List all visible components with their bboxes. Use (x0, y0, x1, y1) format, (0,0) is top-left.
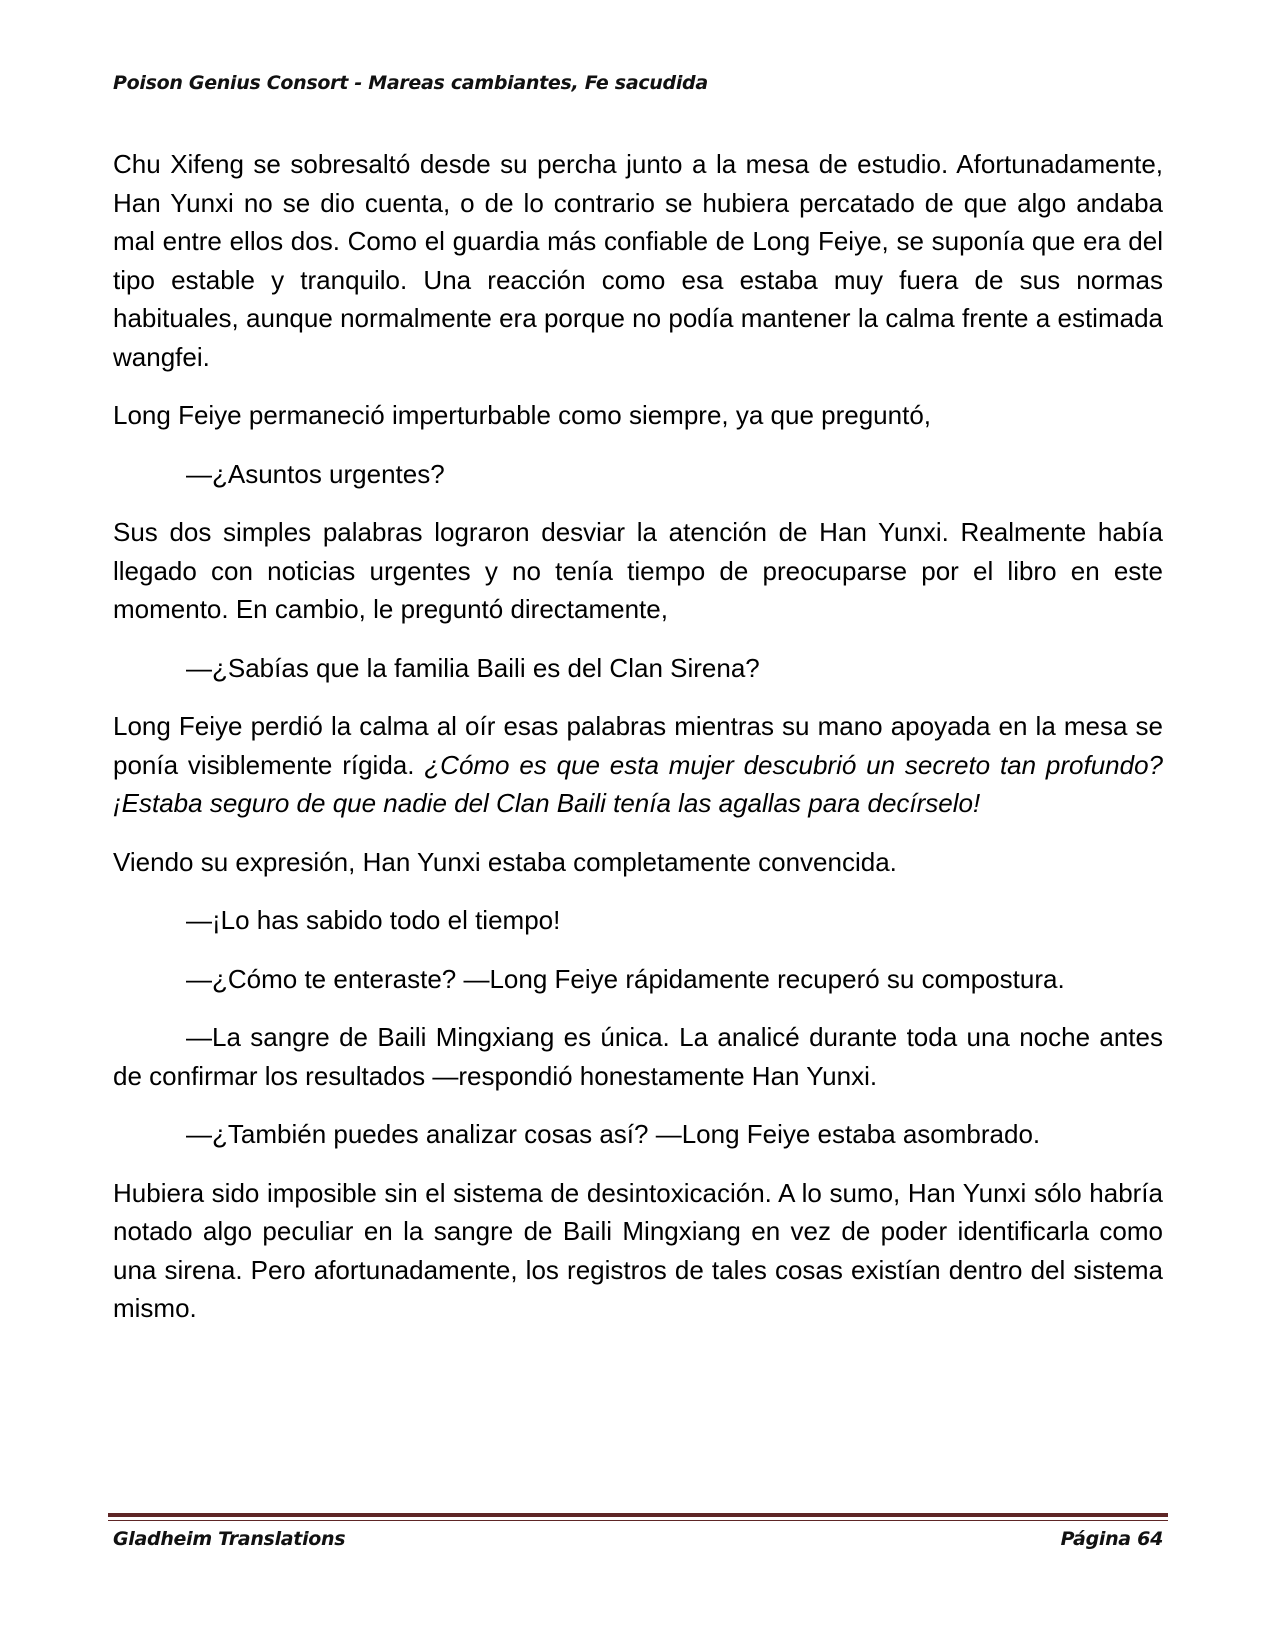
paragraph-2: Long Feiye permaneció imperturbable como siempre, ya que preguntó, (113, 400, 932, 430)
paragraph-4-thought: ¿Cómo es que esta mujer descubrió un secreto tan profundo? ¡Estaba seguro de que nadie del Clan Baili tenía las agallas para decírselo! (113, 749, 1163, 818)
dialogue-2: —¿Sabías que la familia Baili es del Clan Sirena? (186, 652, 760, 683)
dialogue-5: —La sangre de Baili Mingxiang es única. La analicé durante toda una noche antes de confirmar los resultados —respondió honestamente Han Yunxi. (113, 1022, 1163, 1091)
paragraph-4 (113, 707, 1163, 823)
paragraph-6: Hubiera sido imposible sin el sistema de desintoxicación. A lo sumo, Han Yunxi sólo habría notado algo peculiar en la sangre de Baili Mingxiang en vez de poder identificarla como una sirena. Pero afortunadamente, los registros de tales cosas existían dentro del sistema mismo. (113, 1177, 1163, 1323)
dialogue-1: —¿Asuntos urgentes? (186, 458, 445, 489)
dialogue-6: —¿También puedes analizar cosas así? —Long Feiye estaba asombrado. (186, 1119, 1041, 1149)
paragraph-4-plain: Long Feiye perdió la calma al oír esas palabras mientras su mano apoyada en la mesa se ponía visiblemente rígida. (113, 711, 1163, 780)
page-body (113, 145, 1163, 1348)
paragraph-3: Sus dos simples palabras lograron desviar la atención de Han Yunxi. Realmente había llegado con noticias urgentes y no tenía tiempo de preocuparse por el libro en este momento. En cambio, le preguntó directamente, (113, 517, 1163, 624)
page-header: Poison Genius Consort - Mareas cambiantes, Fe sacudida (113, 72, 708, 94)
footer-divider-thick (108, 1513, 1168, 1517)
footer-divider-thin (108, 1520, 1168, 1521)
paragraph-5: Viendo su expresión, Han Yunxi estaba completamente convencida. (113, 846, 897, 877)
dialogue-3: —¡Lo has sabido todo el tiempo! (186, 905, 561, 935)
paragraph-1: Chu Xifeng se sobresaltó desde su percha junto a la mesa de estudio. Afortunadamente, Han Yunxi no se dio cuenta, o de lo contrario se hubiera percatado de que algo andaba mal entre ellos dos. Como el guardia más confiable de Long Feiye, se suponía que era del tipo estable y tranquilo. Una reacción como esa estaba muy fuera de sus normas habituales, aunque normalmente era porque no podía mantener la calma frente a estimada wangfei. (113, 149, 1163, 372)
page-number: Página 64 (1060, 1528, 1163, 1550)
dialogue-4: —¿Cómo te enteraste? —Long Feiye rápidamente recuperó su compostura. (186, 963, 1065, 994)
footer-credit: Gladheim Translations (113, 1528, 346, 1550)
